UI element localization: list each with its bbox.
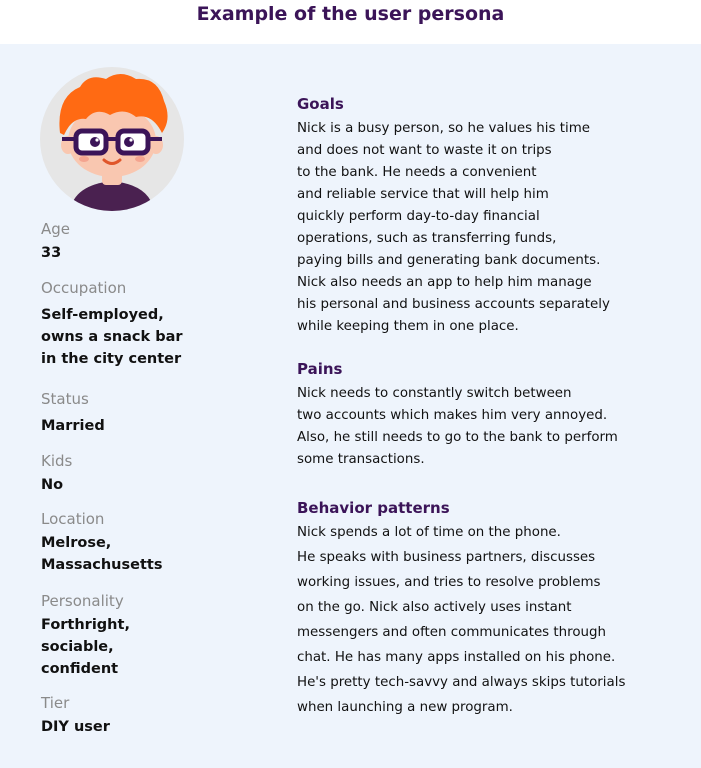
personality-value: Forthright, sociable, confident [41,617,130,677]
location-value: Melrose, Massachusetts [41,535,163,573]
age-value: 33 [41,245,62,261]
goals-body: Nick is a busy person, so he values his time and does not want to waste it on trips to the bank. He needs a convenient and reliable service that will help him quickly perform day-to-day financial operations, such as transferring funds, paying bills and generating bank documents. Nick also needs an app to help him manage his personal and business accounts separately while keeping them in one place. [297,121,610,334]
goals-title: Goals [297,95,344,113]
behavior-title: Behavior patterns [297,499,450,517]
pains-title: Pains [297,360,343,378]
tier-label: Tier [41,694,70,712]
avatar [40,67,184,211]
personality-label: Personality [41,592,124,610]
occupation-label: Occupation [41,279,127,297]
status-label: Status [41,390,89,408]
persona-card [0,44,701,768]
tier-value: DIY user [41,719,110,735]
age-label: Age [41,220,71,238]
pains-body: Nick needs to constantly switch between two accounts which makes him very annoyed. Also, he still needs to go to the bank to perform some transactions. [297,386,618,467]
status-value: Married [41,418,105,434]
behavior-body: Nick spends a lot of time on the phone. He speaks with business partners, discusses working issues, and tries to resolve problems on the go. Nick also actively uses instant messengers and often communicates through chat. He has many apps installed on his phone. He's pretty tech-savvy and always skips tutorials when launching a new program. [297,525,626,715]
kids-value: No [41,477,64,493]
location-label: Location [41,510,105,528]
page-title: Example of the user persona [196,3,505,25]
kids-label: Kids [41,452,73,470]
occupation-value: Self-employed, owns a snack bar in the city center [41,307,183,367]
